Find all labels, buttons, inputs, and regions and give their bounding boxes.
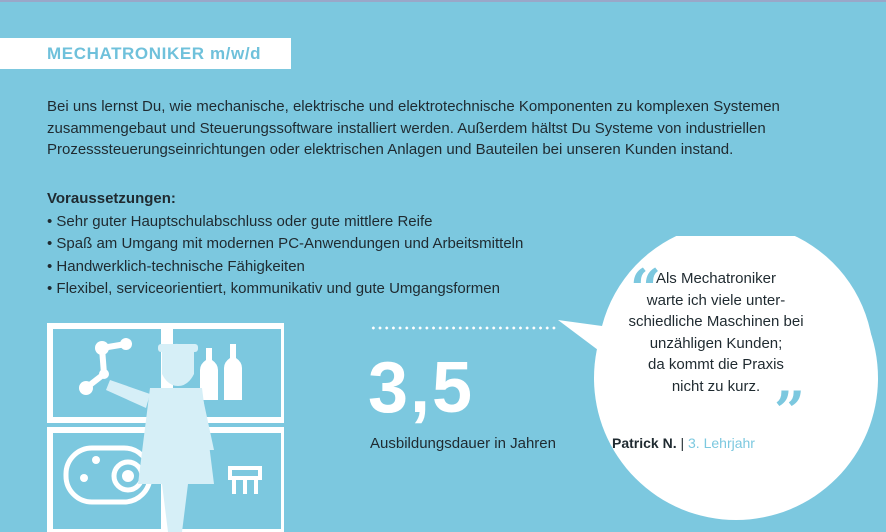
quote-line: da kommt die Praxis bbox=[648, 356, 784, 373]
quote-line: warte ich viele unter- bbox=[646, 291, 786, 309]
quote-author bbox=[612, 435, 842, 451]
author-year: 3. Lehrjahr bbox=[688, 435, 755, 451]
intro-text: Bei uns lernst Du, wie mechanische, elektrische und elektrotechnische Komponenten zu komplexen Systemen zusammengebaut und Steuerungssoftware installiert werden. Außerdem hältst Du Systeme von industriellen Prozesssteuerungseinrichtungen oder elektrischen Anlagen und Bauteilen bei unseren Kunden instand. bbox=[47, 98, 780, 158]
mechatronics-technician-illustration bbox=[44, 318, 284, 532]
quote-line: nicht zu kurz. bbox=[671, 377, 761, 395]
quote-line: schiedliche Maschinen bei bbox=[628, 313, 804, 330]
quote-open-icon: “ bbox=[630, 257, 662, 321]
dotted-divider bbox=[370, 326, 556, 330]
list-item: • Flexibel, serviceorientiert, kommunikativ und gute Umgangsformen bbox=[47, 278, 607, 301]
stat-label: Ausbildungsdauer in Jahren bbox=[370, 435, 556, 452]
stat-value: 3,5 bbox=[368, 348, 475, 428]
requirements-list bbox=[47, 211, 607, 301]
quote-line: Als Mechatroniker bbox=[655, 270, 777, 287]
author-separator: | bbox=[680, 435, 685, 451]
requirements-section bbox=[47, 188, 607, 301]
top-border bbox=[0, 0, 886, 2]
page-title-box bbox=[0, 38, 291, 69]
page-title: MECHATRONIKER m/w/d bbox=[47, 43, 262, 63]
list-item: • Sehr guter Hauptschulabschluss oder gute mittlere Reife bbox=[47, 211, 607, 234]
quote-text bbox=[612, 268, 820, 397]
quote-line: unzähligen Kunden; bbox=[649, 334, 783, 352]
list-item: • Handwerklich-technische Fähigkeiten bbox=[47, 256, 607, 279]
requirements-heading: Voraussetzungen: bbox=[47, 190, 176, 207]
list-item: • Spaß am Umgang mit modernen PC-Anwendungen und Arbeitsmitteln bbox=[47, 233, 607, 256]
author-name: Patrick N. bbox=[612, 435, 677, 451]
quote-close-icon: ” bbox=[774, 379, 806, 443]
